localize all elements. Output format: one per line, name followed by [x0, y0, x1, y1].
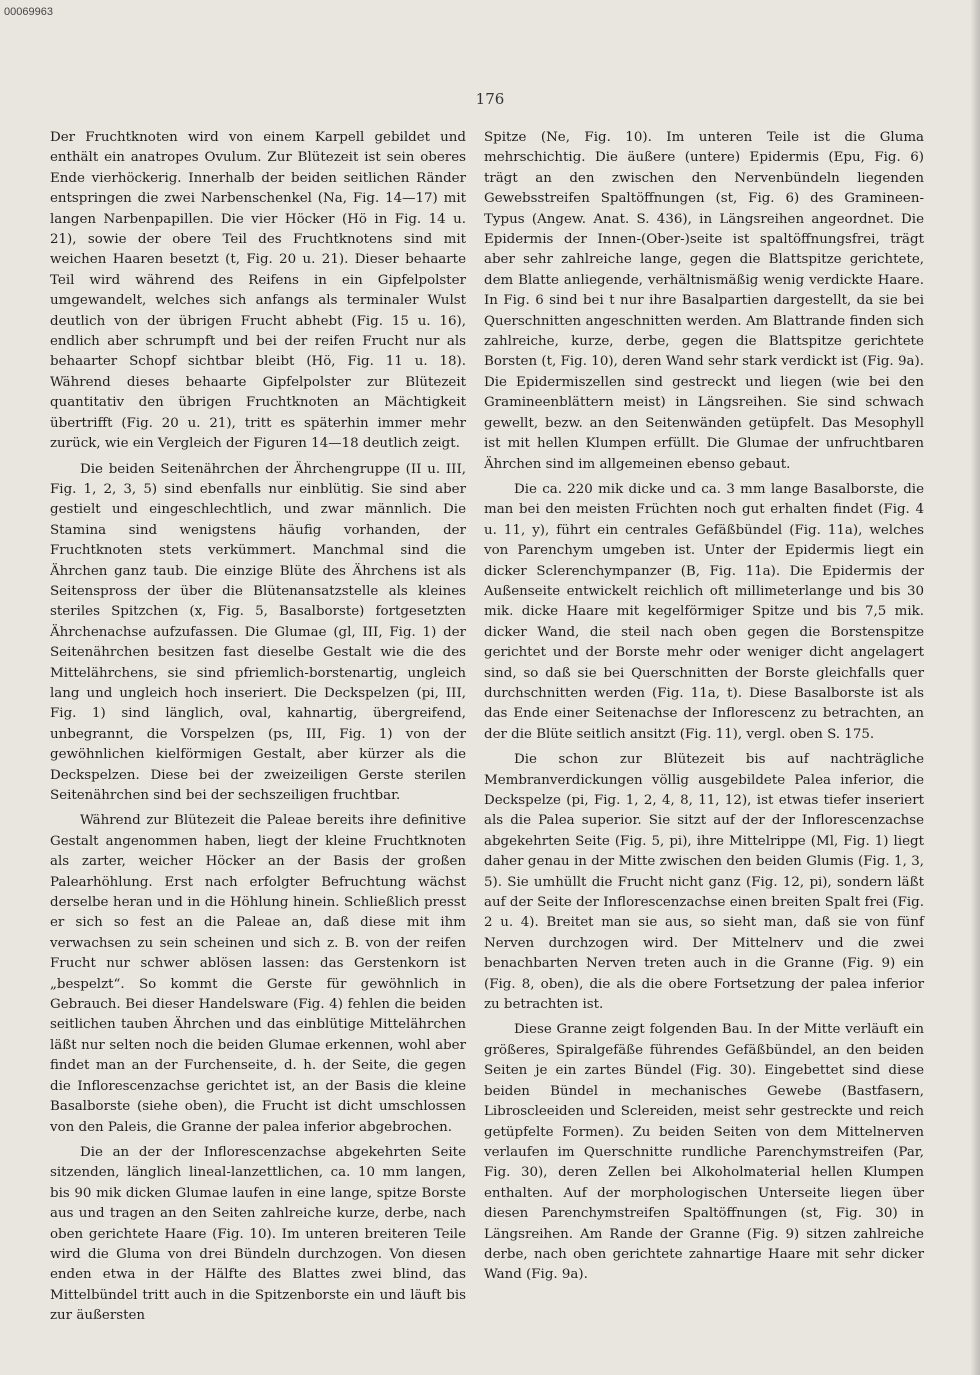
scan-id: 00069963 [4, 6, 53, 18]
paragraph: Die an der der Inflorescenzachse abgekehrten Seite sitzenden, länglich lineal-lanzettlichen, ca. 10 mm langen, bis 90 mik dicken Glumae laufen in eine lange, spitze Borste aus und tragen an den Seiten zahlreiche kurze, derbe, nach oben gerichtete Haare (Fig. 10). Im unteren breiteren Teile wird die Gluma von drei Bündeln durchzogen. Von diesen enden etwa in der Hälfte des Blattes zwei blind, das Mittelbündel tritt auch in die Spitzenborste ein und läuft bis zur äußersten [50, 1144, 466, 1324]
paragraph: Spitze (Ne, Fig. 10). Im unteren Teile ist die Gluma mehrschichtig. Die äußere (untere) Epidermis (Epu, Fig. 6) trägt an den zwischen den Nervenbündeln liegenden Gewebsstreifen Spaltöffnungen (st, Fig. 6) des Gramineen-Typus (Angew. Anat. S. 436), in Längsreihen angeordnet. Die Epidermis der Innen-(Ober-)seite ist spaltöffnungsfrei, trägt aber sehr zahlreiche lange, gegen die Blattspitze gerichtete, dem Blatte anliegende, verhältnismäßig wenig verdickte Haare. In Fig. 6 sind bei t nur ihre Basalpartien dargestellt, da sie bei Querschnitten angeschnitten werden. Am Blattrande finden sich zahlreiche, kurze, derbe, gegen die Blattspitze gerichtete Borsten (t, Fig. 10), deren Wand sehr stark verdickt ist (Fig. 9a). Die Epidermiszellen sind gestreckt und liegen (wie bei den Gramineenblättern meist) in Längsreihen. Sie sind schwach gewellt, bezw. an den Seitenwänden getüpfelt. Das Mesophyll ist mit hellen Klumpen erfüllt. Die Glumae der unfruchtbaren Ährchen sind im allgemeinen ebenso gebaut. [484, 130, 924, 472]
paragraph: Diese Granne zeigt folgenden Bau. In der Mitte verläuft ein größeres, Spiralgefäße führendes Gefäßbündel, an den beiden Seiten je ein zartes Bündel (Fig. 30). Eingebettet sind diese beiden Bündel in mechanisches Gewebe (Bastfasern, Libroscleeiden und Sclereiden, meist sehr gestreckte und reich getüpfelte Formen). Zu beiden Seiten von dem Mittelnerven verlaufen im Querschnitte rundliche Parenchymstreifen (Par, Fig. 30), deren Zellen bei Alkoholmaterial hellen Klumpen enthalten. Auf der morphologischen Unterseite liegen über diesen Parenchymstreifen Spaltöffnungen (st, Fig. 30) in Längsreihen. Am Rande der Granne (Fig. 9) sitzen zahlreiche derbe, nach oben gerichtete zahnartige Haare mit sehr dicker Wand (Fig. 9a). [484, 1022, 924, 1283]
paragraph: Die ca. 220 mik dicke und ca. 3 mm lange Basalborste, die man bei den meisten Früchten noch gut erhalten findet (Fig. 4 u. 11, y), führt ein centrales Gefäßbündel (Fig. 11a), welches von Parenchym umgeben ist. Unter der Epidermis liegt ein dicker Sclerenchympanzer (B, Fig. 11a). Die Epidermis der Außenseite entwickelt reichlich oft millimeterlange und bis 30 mik. dicke Haare mit kegelförmiger Spitze und bis 7,5 mik. dicker Wand, die steil nach oben gegen die Borstenspitze gerichtet und der Borste mehr oder weniger dicht angelagert sind, so daß sie bei Querschnitten der Borste gleichfalls quer durchschnitten werden (Fig. 11a, t). Diese Basalborste ist als das Ende einer Seitenachse der Inflorescenz zu betrachten, an der die Blüte seitlich ansitzt (Fig. 11), vergl. oben S. 175. [484, 481, 924, 742]
left-column [50, 128, 466, 1324]
paragraph: Die beiden Seitenährchen der Ährchengruppe (II u. III, Fig. 1, 2, 3, 5) sind ebenfalls nur einblütig. Sie sind aber gestielt und eingeschlechtlich, und zwar männlich. Die Stamina sind wenigstens häufig vorhanden, der Fruchtknoten stets verkümmert. Manchmal sind die Ährchen ganz taub. Die einzige Blüte des Ährchens ist als Seitenspross der über die Blütenansatzstelle als kleines steriles Spitzchen (x, Fig. 5, Basalborste) fortgesetzten Ährchenachse aufzufassen. Die Glumae (gl, III, Fig. 1) der Seitenährchen besitzen fast dieselbe Gestalt wie die des Mittelährchens, sie sind pfriemlich-borstenartig, ungleich lang und ungleich hoch inseriert. Die Deckspelzen (pi, III, Fig. 1) sind länglich, oval, kahnartig, übergreifend, unbegrannt, die Vorspelzen (ps, III, Fig. 1) von der gewöhnlichen kielförmigen Gestalt, aber kürzer als die Deckspelzen. Diese bei der zweizeiligen Gerste sterilen Seitenährchen sind bei der sechszeiligen fruchtbar. [50, 461, 466, 803]
paragraph: Während zur Blütezeit die Paleae bereits ihre definitive Gestalt angenommen haben, liegt der kleine Fruchtknoten als zarter, weicher Höcker an der Basis der großen Palearhöhlung. Erst nach erfolgter Befruchtung wächst derselbe heran und in die Höhlung hinein. Schließlich presst er sich so fest an die Paleae an, daß diese mit ihm verwachsen zu sein scheinen und sich z. B. von der reifen Frucht nur schwer ablösen lassen: das Gerstenkorn ist „bespelzt“. So kommt die Gerste für gewöhnlich in Gebrauch. Bei dieser Handelsware (Fig. 4) fehlen die beiden seitlichen tauben Ährchen und das einblütige Mittelährchen läßt nur selten noch die beiden Glumae erkennen, wohl aber findet man an der Furchenseite, d. h. der Seite, die gegen die Inflorescenzachse gerichtet ist, an der Basis die kleine Basalborste (siehe oben), die Frucht ist dicht umschlossen von den Paleis, die Granne der palea inferior abgebrochen. [50, 813, 466, 1135]
paragraph: Die schon zur Blütezeit bis auf nachträgliche Membranverdickungen völlig ausgebildete Palea inferior, die Deckspelze (pi, Fig. 1, 2, 4, 8, 11, 12), ist etwas tiefer inseriert als die Palea superior. Sie sitzt auf der der Inflorescenzachse abgekehrten Seite (Fig. 5, pi), ihre Mittelrippe (Ml, Fig. 1) liegt daher genau in der Mitte zwischen den beiden Glumis (Fig. 1, 3, 5). Sie umhüllt die Frucht nicht ganz (Fig. 12, pi), sondern läßt auf der Seite der Inflorescenzachse einen breiten Spalt frei (Fig. 2 u. 4). Breitet man sie aus, so sieht man, daß sie von fünf Nerven durchzogen wird. Der Mittelnerv und die zwei benachbarten Nerven treten auch in die Granne (Fig. 9) ein (Fig. 8, oben), die als die obere Fortsetzung der palea inferior zu betrachten ist. [484, 752, 924, 1013]
paragraph: Der Fruchtknoten wird von einem Karpell gebildet und enthält ein anatropes Ovulum. Zur Blütezeit ist sein oberes Ende vierhöckerig. Innerhalb der beiden seitlichen Ränder entspringen die zwei Narbenschenkel (Na, Fig. 14—17) mit langen Narbenpapillen. Die vier Höcker (Hö in Fig. 14 u. 21), sowie der obere Teil des Fruchtknotens sind mit weichen Haaren besetzt (t, Fig. 20 u. 21). Dieser behaarte Teil wird während des Reifens in ein Gipfelpolster umgewandelt, welches sich anfangs als terminaler Wulst deutlich von der übrigen Frucht abhebt (Fig. 15 u. 16), endlich aber schrumpft und bei der reifen Frucht nur als behaarter Schopf sichtbar bleibt (Hö, Fig. 11 u. 18). Während dieses behaarte Gipfelpolster zur Blütezeit quantitativ den übrigen Fruchtknoten an Mächtigkeit übertrifft (Fig. 20 u. 21), tritt es späterhin immer mehr zurück, wie ein Vergleich der Figuren 14—18 deutlich zeigt. [50, 130, 466, 452]
page-edge-shadow [970, 0, 980, 1375]
page-number: 176 [475, 90, 505, 108]
right-column [484, 128, 924, 1288]
